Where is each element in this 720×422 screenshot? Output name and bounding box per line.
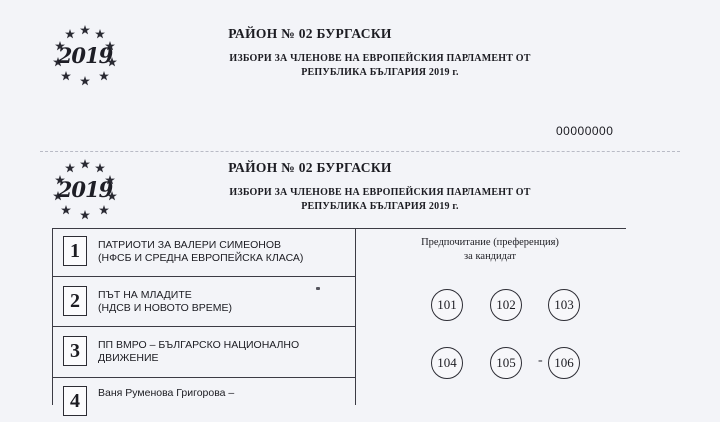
ballot-election-line1: ИЗБОРИ ЗА ЧЛЕНОВЕ НА ЕВРОПЕЙСКИЯ ПАРЛАМЕНТ ОТ [229, 187, 531, 198]
party-name: ПАТРИОТИ ЗА ВАЛЕРИ СИМЕОНОВ (НФСБ И СРЕДНА ЕВРОПЕЙСКА КЛАСА) [98, 239, 304, 264]
party-name: Ваня Руменова Григорова – [98, 387, 235, 399]
ballot-district-title: РАЙОН № 02 БУРГАСКИ [228, 160, 392, 175]
eu-elections-logo [52, 22, 118, 88]
eu-elections-logo-ballot [52, 156, 118, 222]
stub-election-line1: ИЗБОРИ ЗА ЧЛЕНОВЕ НА ЕВРОПЕЙСКИЯ ПАРЛАМЕНТ ОТ [229, 53, 531, 64]
grid-left-border [52, 228, 53, 405]
preference-label: Предпочитание (преференция) за кандидат [421, 237, 559, 262]
row-divider [52, 326, 355, 327]
party-row-1[interactable] [60, 232, 350, 272]
party-number-box: 4 [63, 386, 87, 416]
row-divider [52, 276, 355, 277]
party-name: ПЪТ НА МЛАДИТЕ (НДСВ И НОВОТО ВРЕМЕ) [98, 289, 233, 314]
ballot-election-line2: РЕПУБЛИКА БЪЛГАРИЯ 2019 г. [301, 201, 459, 212]
preference-circle-104[interactable]: 104 [431, 347, 463, 379]
perforation-line [40, 151, 680, 152]
preference-circle-106[interactable]: 106 [548, 347, 580, 379]
party-name: ПП ВМРО – БЪЛГАРСКО НАЦИОНАЛНО ДВИЖЕНИЕ [98, 339, 300, 364]
hand-mark: - [538, 353, 543, 368]
logo-year: 2019 [57, 42, 113, 68]
party-row-3[interactable] [60, 332, 350, 372]
party-number-box: 3 [63, 336, 87, 366]
party-row-4[interactable] [60, 382, 350, 422]
party-number-box: 2 [63, 286, 87, 316]
logo-year: 2019 [57, 176, 113, 202]
party-row-2[interactable] [60, 282, 350, 322]
stub-election-line2: РЕПУБЛИКА БЪЛГАРИЯ 2019 г. [301, 67, 459, 78]
pen-mark [316, 287, 320, 290]
grid-divider [355, 228, 356, 405]
row-divider [52, 377, 355, 378]
preference-circle-102[interactable]: 102 [490, 289, 522, 321]
serial-number: 00000000 [556, 124, 614, 138]
stub-district-title: РАЙОН № 02 БУРГАСКИ [228, 26, 392, 41]
preference-circle-103[interactable]: 103 [548, 289, 580, 321]
grid-top-border [52, 228, 626, 229]
party-number-box: 1 [63, 236, 87, 266]
preference-circle-105[interactable]: 105 [490, 347, 522, 379]
preference-circle-101[interactable]: 101 [431, 289, 463, 321]
